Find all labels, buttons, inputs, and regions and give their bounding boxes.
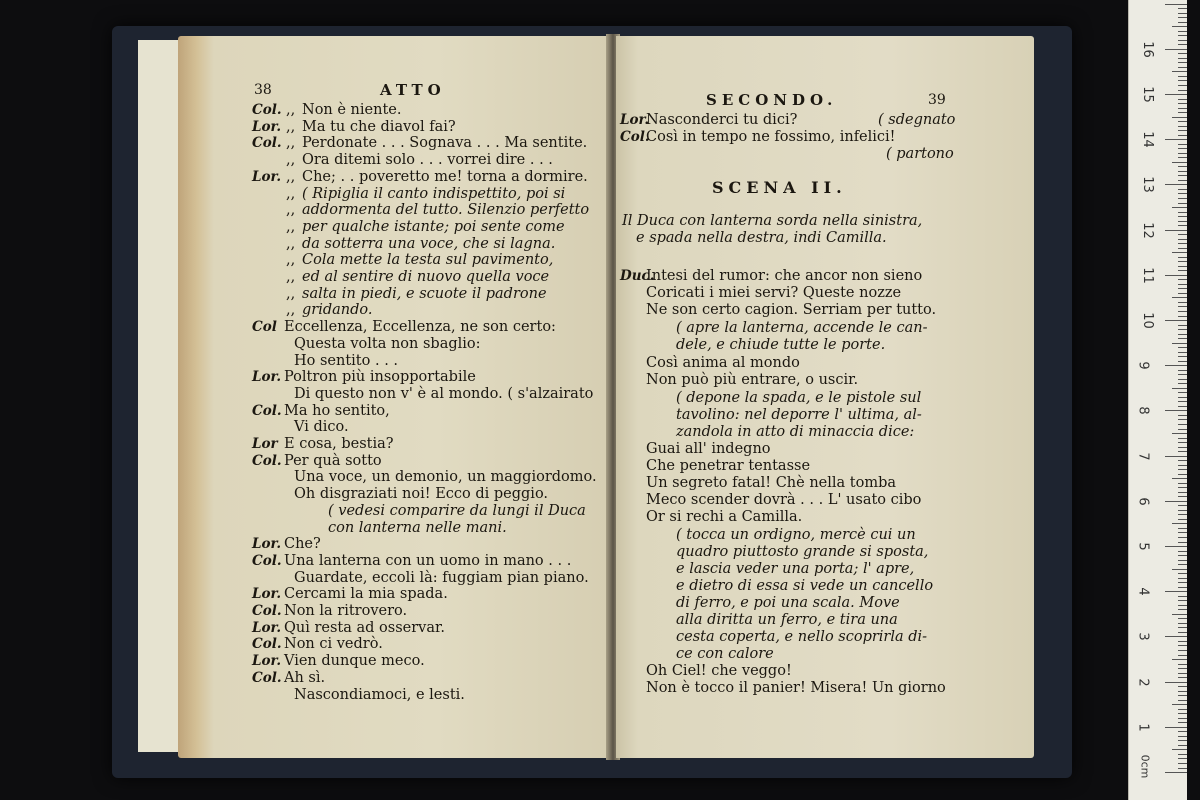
- speaker-label: Duc.: [620, 268, 655, 284]
- speaker-label: Lor.: [620, 112, 650, 128]
- quote-mark: ,,: [286, 168, 296, 185]
- verse-line: e spada nella destra, indi Camilla.: [636, 230, 887, 246]
- right-running-head: SECONDO.: [706, 91, 838, 109]
- ruler-tick: [1172, 569, 1187, 570]
- ruler-tick: [1178, 623, 1187, 624]
- ruler-tick: [1165, 772, 1187, 773]
- ruler-number: 2: [1135, 677, 1151, 687]
- ruler-tick: [1178, 514, 1187, 515]
- ruler-tick: [1178, 212, 1187, 213]
- quote-mark: ,,: [286, 285, 296, 302]
- verse-line: Di questo non v' è al mondo. ( s'alzairato: [294, 385, 594, 402]
- ruler-tick: [1178, 736, 1187, 737]
- speaker-label: Col.: [252, 552, 282, 569]
- ruler-tick: [1178, 103, 1187, 104]
- ruler-number: 8: [1135, 406, 1151, 416]
- ruler-tick: [1178, 180, 1187, 181]
- right-page: [616, 36, 1034, 758]
- speaker-label: Lor.: [252, 619, 282, 636]
- ruler-tick: [1178, 532, 1187, 533]
- verse-line: Guai all' indegno: [646, 441, 771, 457]
- verse-line: ( depone la spada, e le pistole sul: [676, 390, 922, 406]
- ruler-tick: [1178, 709, 1187, 710]
- ruler-tick: [1165, 727, 1187, 728]
- ruler-tick: [1178, 148, 1187, 149]
- verse-line: gridando.: [302, 302, 373, 319]
- ruler-tick: [1178, 397, 1187, 398]
- verse-line: ed al sentire di nuovo quella voce: [302, 269, 550, 285]
- ruler-tick: [1178, 555, 1187, 556]
- ruler-number: 5: [1135, 542, 1151, 551]
- ruler-tick: [1178, 193, 1187, 194]
- ruler-tick: [1178, 673, 1187, 674]
- ruler-tick: [1165, 139, 1187, 140]
- verse-line: dele, e chiude tutte le porte.: [676, 337, 886, 353]
- verse-line: Una lanterna con un uomo in mano . . .: [284, 552, 572, 569]
- verse-line: Per quà sotto: [284, 452, 382, 469]
- ruler-tick: [1172, 478, 1187, 479]
- ruler-tick: [1178, 374, 1187, 375]
- ruler-tick: [1178, 447, 1187, 448]
- ruler-tick: [1178, 279, 1187, 280]
- ruler-tick: [1178, 537, 1187, 538]
- ruler-tick: [1178, 596, 1187, 597]
- verse-line: alla diritta un ferro, e tira una: [676, 612, 898, 628]
- ruler-tick: [1178, 383, 1187, 384]
- ruler-number: 15: [1139, 86, 1155, 103]
- verse-line: ( tocca un ordigno, mercè cui un: [676, 527, 916, 543]
- verse-line: Poltron più insopportabile: [284, 369, 476, 386]
- verse-line: Ne son certo cagion. Serriam per tutto.: [646, 302, 937, 318]
- speaker-label: Lor.: [252, 369, 282, 386]
- verse-line: Non può più entrare, o uscir.: [646, 372, 859, 388]
- ruler-tick: [1178, 677, 1187, 678]
- ruler-tick: [1172, 614, 1187, 615]
- ruler-tick: [1178, 334, 1187, 335]
- ruler-tick: [1178, 85, 1187, 86]
- verse-line: quadro piuttosto grande si sposta,: [676, 544, 929, 560]
- ruler-tick: [1165, 94, 1187, 95]
- ruler-tick: [1178, 406, 1187, 407]
- ruler-tick: [1178, 175, 1187, 176]
- ruler-tick: [1178, 600, 1187, 601]
- ruler-tick: [1178, 492, 1187, 493]
- ruler-tick: [1178, 22, 1187, 23]
- scene-heading: SCENA II.: [712, 178, 847, 197]
- ruler-number: 4: [1135, 587, 1151, 596]
- speaker-label: Col.: [620, 129, 650, 145]
- ruler-tick: [1178, 239, 1187, 240]
- ruler-tick: [1178, 718, 1187, 719]
- ruler-tick: [1178, 325, 1187, 326]
- ruler-tick: [1172, 252, 1187, 253]
- ruler-tick: [1178, 528, 1187, 529]
- ruler-tick: [1172, 343, 1187, 344]
- verse-line: Cercami la mia spada.: [284, 586, 448, 603]
- ruler-tick: [1178, 266, 1187, 267]
- quote-mark: ,,: [286, 302, 296, 319]
- ruler-tick: [1178, 306, 1187, 307]
- speaker-label: Lor.: [252, 653, 282, 670]
- ruler-tick: [1178, 519, 1187, 520]
- ruler-tick: [1178, 144, 1187, 145]
- quote-mark: ,,: [286, 252, 296, 269]
- ruler-tick: [1172, 523, 1187, 524]
- verse-line: Nascondiamoci, e lesti.: [294, 686, 465, 703]
- ruler-tick: [1178, 609, 1187, 610]
- speaker-label: Lor.: [252, 118, 282, 135]
- ruler-tick: [1178, 429, 1187, 430]
- ruler-tick: [1178, 13, 1187, 14]
- ruler-tick: [1178, 356, 1187, 357]
- ruler-tick: [1178, 157, 1187, 158]
- verse-line: per qualche istante; poi sente come: [302, 218, 565, 235]
- ruler-tick: [1178, 130, 1187, 131]
- left-running-head: ATTO: [380, 81, 446, 99]
- verse-line: Non è niente.: [302, 102, 402, 118]
- ruler-number: 6: [1135, 497, 1151, 506]
- verse-line: Che; . . poveretto me! torna a dormire.: [302, 168, 588, 185]
- ruler-tick: [1178, 338, 1187, 339]
- ruler-tick: [1178, 542, 1187, 543]
- verse-line: Ora ditemi solo . . . vorrei dire . . .: [302, 152, 553, 169]
- ruler-tick: [1178, 392, 1187, 393]
- ruler-tick: [1165, 320, 1187, 321]
- quote-mark: ,,: [286, 235, 296, 252]
- ruler-tick: [1178, 121, 1187, 122]
- quote-mark: ,,: [286, 218, 296, 235]
- ruler-tick: [1178, 261, 1187, 262]
- verse-line: Oh Ciel! che veggo!: [646, 663, 792, 679]
- quote-mark: ,,: [286, 152, 296, 169]
- ruler-tick: [1178, 370, 1187, 371]
- verse-line: da sotterra una voce, che si lagna.: [302, 235, 556, 252]
- verse-line: Cola mette la testa sul pavimento,: [302, 252, 554, 269]
- ruler-tick: [1178, 90, 1187, 91]
- ruler-tick: [1178, 650, 1187, 651]
- verse-line: Ma tu che diavol fai?: [302, 118, 456, 135]
- quote-mark: ,,: [286, 135, 296, 152]
- quote-mark: ,,: [286, 118, 296, 135]
- quote-mark: ,,: [286, 269, 296, 285]
- ruler-tick: [1178, 171, 1187, 172]
- ruler-tick: [1178, 487, 1187, 488]
- ruler-tick: [1178, 8, 1187, 9]
- ruler-tick: [1165, 275, 1187, 276]
- ruler-tick: [1178, 302, 1187, 303]
- ruler-tick: [1178, 668, 1187, 669]
- verse-line: zandola in atto di minaccia dice:: [676, 424, 915, 440]
- ruler-tick: [1178, 379, 1187, 380]
- ruler-tick: [1165, 546, 1187, 547]
- verse-line: Che?: [284, 536, 321, 553]
- ruler-tick: [1178, 62, 1187, 63]
- ruler-tick: [1178, 153, 1187, 154]
- verse-line: Non ci vedrò.: [284, 636, 383, 653]
- ruler-tick: [1165, 591, 1187, 592]
- ruler-tick: [1172, 162, 1187, 163]
- verse-line: Intesi del rumor: che ancor non sieno: [646, 268, 923, 284]
- verse-line: Ah sì.: [284, 669, 326, 686]
- ruler-tick: [1178, 17, 1187, 18]
- ruler-tick: [1178, 465, 1187, 466]
- ruler-tick: [1178, 768, 1187, 769]
- ruler-tick: [1178, 108, 1187, 109]
- ruler-tick: [1178, 35, 1187, 36]
- ruler-tick: [1178, 641, 1187, 642]
- ruler-tick: [1178, 225, 1187, 226]
- stage-direction: ( sdegnato: [878, 112, 956, 128]
- verse-line: Così in tempo ne fossimo, infelici!: [646, 129, 896, 145]
- verse-line: Nasconderci tu dici?: [646, 112, 798, 128]
- verse-line: Ma ho sentito,: [284, 402, 390, 419]
- ruler-tick: [1178, 80, 1187, 81]
- verse-line: Eccellenza, Eccellenza, ne son certo:: [284, 319, 556, 336]
- left-page-number: 38: [254, 82, 272, 98]
- ruler-number: 13: [1139, 176, 1155, 194]
- verse-line: ( apre la lanterna, accende le can-: [676, 320, 928, 336]
- ruler-tick: [1178, 713, 1187, 714]
- ruler-tick: [1178, 722, 1187, 723]
- ruler-number: 3: [1135, 632, 1151, 642]
- ruler-tick: [1178, 58, 1187, 59]
- verse-line: Meco scender dovrà . . . L' usato cibo: [646, 492, 922, 508]
- ruler-tick: [1178, 53, 1187, 54]
- ruler-tick: [1178, 505, 1187, 506]
- ruler-tick: [1178, 126, 1187, 127]
- verse-line: Non è tocco il panier! Misera! Un giorno: [646, 680, 946, 696]
- ruler-tick: [1178, 31, 1187, 32]
- ruler-number: 11: [1139, 267, 1155, 284]
- verse-line: con lanterna nelle mani.: [328, 519, 507, 536]
- ruler-unit-label: 0cm: [1138, 754, 1152, 779]
- verse-line: Guardate, eccoli là: fuggiam pian piano.: [294, 569, 589, 586]
- quote-mark: ,,: [286, 185, 296, 202]
- ruler-tick: [1178, 311, 1187, 312]
- speaker-label: Col: [252, 319, 277, 336]
- ruler-tick: [1172, 388, 1187, 389]
- ruler-tick: [1165, 682, 1187, 683]
- quote-mark: ,,: [286, 202, 296, 219]
- ruler-tick: [1178, 347, 1187, 348]
- ruler-tick: [1165, 230, 1187, 231]
- ruler-tick: [1178, 605, 1187, 606]
- ruler-tick: [1172, 433, 1187, 434]
- ruler-tick: [1165, 184, 1187, 185]
- ruler-tick: [1178, 587, 1187, 588]
- verse-line: Vien dunque meco.: [284, 653, 425, 670]
- speaker-label: Col.: [252, 102, 282, 118]
- ruler-tick: [1178, 655, 1187, 656]
- verse-line: di ferro, e poi una scala. Move: [676, 595, 900, 611]
- ruler-tick: [1178, 758, 1187, 759]
- ruler-tick: [1172, 704, 1187, 705]
- ruler-number: 1: [1135, 723, 1151, 732]
- verse-line: Ho sentito . . .: [294, 352, 399, 369]
- ruler-number: 16: [1139, 41, 1155, 58]
- verse-line: Che penetrar tentasse: [646, 458, 811, 474]
- ruler-number: 7: [1135, 451, 1151, 461]
- ruler-tick: [1178, 483, 1187, 484]
- ruler-tick: [1172, 749, 1187, 750]
- speaker-label: Lor.: [252, 586, 282, 603]
- ruler-tick: [1172, 71, 1187, 72]
- speaker-label: Col.: [252, 603, 282, 619]
- ruler-tick: [1178, 582, 1187, 583]
- verse-line: Quì resta ad osservar.: [284, 619, 445, 636]
- right-page-number: 39: [928, 92, 946, 108]
- ruler-tick: [1178, 288, 1187, 289]
- left-page: [178, 36, 610, 758]
- ruler-tick: [1165, 410, 1187, 411]
- speaker-label: Col.: [252, 135, 282, 152]
- ruler-tick: [1178, 474, 1187, 475]
- ruler-tick: [1178, 67, 1187, 68]
- ruler-tick: [1178, 691, 1187, 692]
- ruler-tick: [1178, 664, 1187, 665]
- ruler-tick: [1178, 76, 1187, 77]
- verse-line: Perdonate . . . Sognava . . . Ma sentite.: [302, 135, 588, 152]
- ruler-tick: [1165, 365, 1187, 366]
- speaker-label: Col.: [252, 402, 282, 419]
- ruler-number: 9: [1135, 361, 1151, 370]
- ruler-tick: [1178, 44, 1187, 45]
- verse-line: cesta coperta, e nello scoprirla di-: [676, 629, 928, 645]
- ruler-tick: [1178, 361, 1187, 362]
- ruler-tick: [1178, 293, 1187, 294]
- ruler-tick: [1178, 248, 1187, 249]
- verse-line: addormenta del tutto. Silenzio perfetto: [302, 202, 590, 219]
- ruler-tick: [1178, 243, 1187, 244]
- ruler-tick: [1178, 234, 1187, 235]
- ruler-tick: [1165, 636, 1187, 637]
- ruler-tick: [1178, 221, 1187, 222]
- ruler-tick: [1178, 112, 1187, 113]
- ruler-tick: [1178, 203, 1187, 204]
- ruler-tick: [1178, 135, 1187, 136]
- ruler-tick: [1165, 456, 1187, 457]
- ruler-tick: [1178, 578, 1187, 579]
- stage-direction: ( partono: [886, 146, 954, 162]
- ruler-tick: [1178, 352, 1187, 353]
- speaker-label: Col.: [252, 636, 282, 653]
- ruler-tick: [1178, 329, 1187, 330]
- ruler-tick: [1178, 745, 1187, 746]
- ruler-tick: [1178, 424, 1187, 425]
- ruler-tick: [1178, 40, 1187, 41]
- speaker-label: Col.: [252, 452, 282, 469]
- ruler-tick: [1178, 627, 1187, 628]
- ruler-tick: [1178, 700, 1187, 701]
- ruler-tick: [1172, 117, 1187, 118]
- ruler-tick: [1178, 189, 1187, 190]
- ruler-tick: [1178, 415, 1187, 416]
- verse-line: e dietro di essa si vede un cancello: [676, 578, 934, 594]
- ruler-tick: [1178, 166, 1187, 167]
- ruler-tick: [1172, 297, 1187, 298]
- ruler-tick: [1178, 754, 1187, 755]
- ruler-number: 12: [1139, 221, 1155, 239]
- ruler-number: 10: [1139, 312, 1155, 329]
- verse-line: ( vedesi comparire da lungi il Duca: [328, 502, 586, 519]
- ruler-number: 14: [1139, 131, 1155, 148]
- ruler-tick: [1172, 26, 1187, 27]
- ruler-tick: [1178, 99, 1187, 100]
- verse-line: ce con calore: [676, 646, 774, 662]
- ruler-tick: [1178, 763, 1187, 764]
- verse-line: E cosa, bestia?: [284, 436, 394, 452]
- verse-line: Oh disgraziati noi! Ecco di peggio.: [294, 486, 549, 503]
- ruler-tick: [1178, 451, 1187, 452]
- ruler-tick: [1178, 460, 1187, 461]
- ruler-tick: [1178, 469, 1187, 470]
- ruler-tick: [1165, 49, 1187, 50]
- speaker-label: Lor.: [252, 168, 282, 185]
- verse-line: Or si rechi a Camilla.: [646, 509, 803, 525]
- ruler-tick: [1178, 618, 1187, 619]
- measuring-ruler: [1128, 0, 1187, 800]
- verse-line: Questa volta non sbaglio:: [294, 335, 481, 352]
- speaker-label: Lor.: [252, 536, 282, 553]
- quote-mark: ,,: [286, 102, 296, 118]
- ruler-tick: [1178, 401, 1187, 402]
- ruler-tick: [1178, 740, 1187, 741]
- ruler-tick: [1172, 207, 1187, 208]
- ruler-tick: [1178, 496, 1187, 497]
- ruler-tick: [1178, 551, 1187, 552]
- ruler-tick: [1178, 284, 1187, 285]
- ruler-tick: [1172, 659, 1187, 660]
- verse-line: e lascia veder una porta; l' apre,: [676, 561, 915, 577]
- ruler-tick: [1178, 632, 1187, 633]
- ruler-tick: [1178, 419, 1187, 420]
- verse-line: Coricati i miei servi? Queste nozze: [646, 285, 902, 301]
- ruler-tick: [1178, 564, 1187, 565]
- ruler-tick: [1178, 198, 1187, 199]
- speaker-label: Col.: [252, 669, 282, 686]
- ruler-tick: [1178, 438, 1187, 439]
- ruler-tick: [1178, 686, 1187, 687]
- verse-line: tavolino: nel deporre l' ultima, al-: [676, 407, 922, 423]
- ruler-tick: [1178, 257, 1187, 258]
- speaker-label: Lor: [252, 436, 278, 452]
- verse-line: salta in piedi, e scuote il padrone: [302, 285, 547, 302]
- verse-line: Non la ritrovero.: [284, 603, 408, 619]
- ruler-tick: [1178, 695, 1187, 696]
- verse-line: Il Duca con lanterna sorda nella sinistra,: [622, 213, 923, 229]
- verse-line: Una voce, un demonio, un maggiordomo.: [294, 469, 597, 486]
- ruler-tick: [1178, 442, 1187, 443]
- ruler-tick: [1178, 270, 1187, 271]
- ruler-tick: [1178, 316, 1187, 317]
- verse-line: ( Ripiglia il canto indispettito, poi si: [302, 185, 566, 202]
- ruler-tick: [1165, 501, 1187, 502]
- ruler-tick: [1178, 560, 1187, 561]
- ruler-tick: [1178, 645, 1187, 646]
- verse-line: Un segreto fatal! Chè nella tomba: [646, 475, 897, 491]
- verse-line: Vi dico.: [294, 419, 349, 436]
- verse-line: Così anima al mondo: [646, 355, 800, 371]
- ruler-tick: [1165, 4, 1187, 5]
- ruler-tick: [1178, 573, 1187, 574]
- ruler-tick: [1178, 731, 1187, 732]
- ruler-tick: [1178, 216, 1187, 217]
- ruler-tick: [1178, 510, 1187, 511]
